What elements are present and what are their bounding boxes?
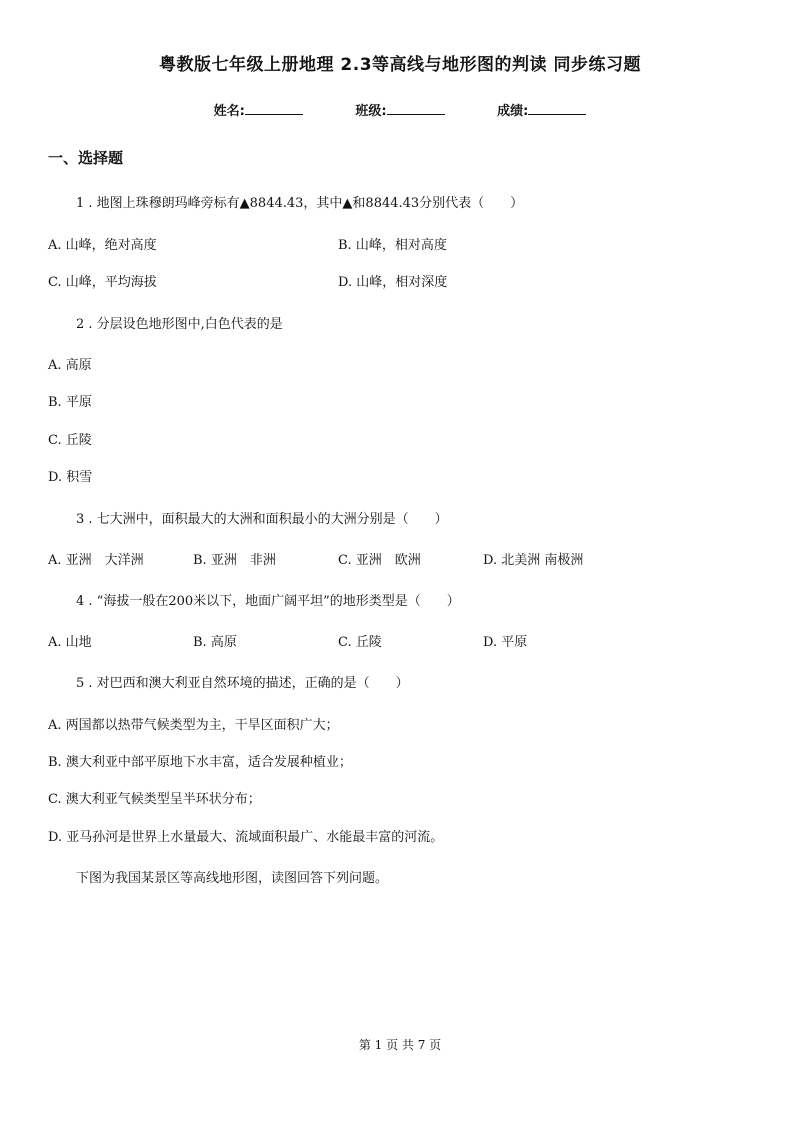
question-4-option-a: A. 山地 xyxy=(48,635,92,650)
question-4-stem: 4 . “海拔一般在200米以下，地面广阔平坦”的地形类型是（ ） xyxy=(76,594,460,609)
page-footer: 第 1 页 共 7 页 xyxy=(358,1038,442,1052)
section-heading: 一、选择题 xyxy=(48,149,124,167)
question-3-option-c: C. 亚洲 欧洲 xyxy=(338,553,421,568)
map-question-intro: 下图为我国某景区等高线地形图，读图回答下列问题。 xyxy=(76,871,389,886)
question-2-option-a: A. 高原 xyxy=(48,358,92,373)
student-info-row xyxy=(0,100,800,119)
question-5-option-b: B. 澳大利亚中部平原地下水丰富，适合发展种植业； xyxy=(48,755,352,770)
question-3-option-d: D. 北美洲 南极洲 xyxy=(483,553,584,568)
class-label: 班级: xyxy=(355,104,387,119)
class-field xyxy=(355,100,444,119)
question-5-option-d: D. 亚马孙河是世界上水量最大、流域面积最广、水能最丰富的河流。 xyxy=(48,830,444,845)
question-1-option-d: D. 山峰，相对深度 xyxy=(338,275,448,290)
question-2-option-c: C. 丘陵 xyxy=(48,433,92,448)
name-label: 姓名: xyxy=(213,104,245,119)
question-3-option-b: B. 亚洲 非洲 xyxy=(193,553,276,568)
question-2-stem: 2 . 分层设色地形图中,白色代表的是 xyxy=(76,317,283,332)
question-3-stem: 3 . 七大洲中，面积最大的大洲和面积最小的大洲分别是（ ） xyxy=(76,512,448,527)
name-blank xyxy=(245,102,303,115)
score-label: 成绩: xyxy=(497,104,529,119)
question-2-option-d: D. 积雪 xyxy=(48,470,93,485)
score-field xyxy=(497,100,586,119)
document-title: 粤教版七年级上册地理 2.3等高线与地形图的判读 同步练习题 xyxy=(159,55,641,75)
question-1-stem: 1 . 地图上珠穆朗玛峰旁标有▲8844.43，其中▲和8844.43分别代表（ ） xyxy=(76,196,524,211)
question-4-option-c: C. 丘陵 xyxy=(338,635,382,650)
question-1-option-b: B. 山峰，相对高度 xyxy=(338,238,447,253)
class-blank xyxy=(387,102,445,115)
name-field xyxy=(214,100,303,119)
question-3-option-a: A. 亚洲 大洋洲 xyxy=(48,553,144,568)
question-5-option-a: A. 两国都以热带气候类型为主，干旱区面积广大； xyxy=(48,718,339,733)
question-1-option-c: C. 山峰，平均海拔 xyxy=(48,275,157,290)
question-4-option-b: B. 高原 xyxy=(193,635,237,650)
question-5-stem: 5 . 对巴西和澳大利亚自然环境的描述，正确的是（ ） xyxy=(76,676,409,691)
score-blank xyxy=(528,102,586,115)
question-5-option-c: C. 澳大利亚气候类型呈半环状分布； xyxy=(48,792,261,807)
question-2-option-b: B. 平原 xyxy=(48,395,92,410)
question-4-option-d: D. 平原 xyxy=(483,635,528,650)
question-1-option-a: A. 山峰，绝对高度 xyxy=(48,238,157,253)
